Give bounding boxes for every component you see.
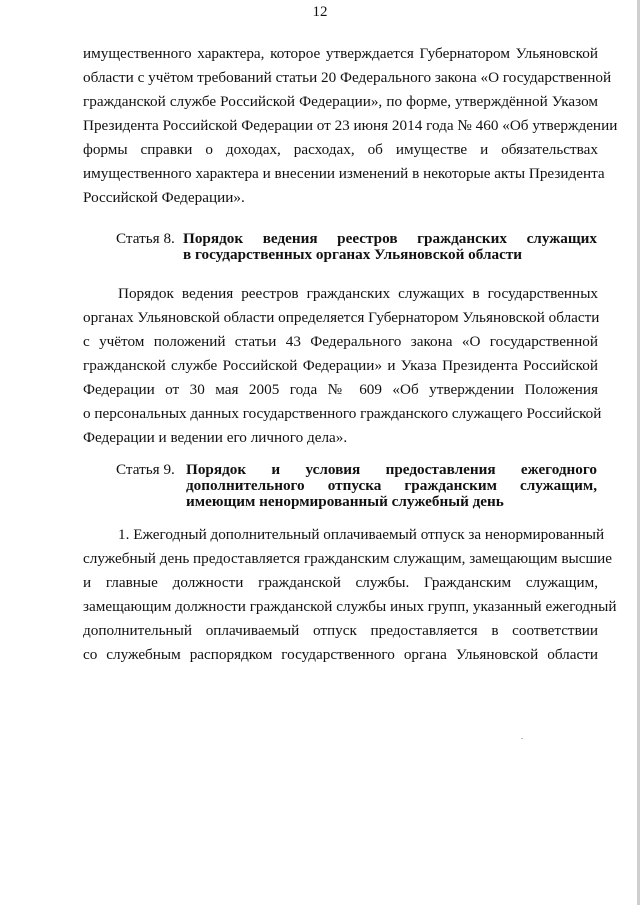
paragraph-line: Федерации от 30 мая 2005 года № 609 «Об утверждении Положения [83, 381, 598, 398]
paragraph-line: имущественного характера и внесении изменений в некоторые акты Президента [83, 165, 605, 182]
page-number: 12 [312, 4, 328, 20]
article-title-line: дополнительного отпуска гражданским служащим, [186, 477, 597, 494]
paragraph-line: дополнительный оплачиваемый отпуск предоставляется в соответствии [83, 622, 598, 639]
article-label: Статья 8. [116, 230, 175, 247]
article-title-line: Порядок и условия предоставления ежегодного [186, 461, 597, 478]
paragraph-line: имущественного характера, которое утверждается Губернатором Ульяновской [83, 45, 598, 62]
paragraph-line: с учётом положений статьи 43 Федерального закона «О государственной [83, 333, 598, 350]
paragraph-line: гражданской службе Российской Федерации», по форме, утверждённой Указом [83, 93, 598, 110]
article-label: Статья 9. [116, 461, 175, 478]
paragraph-line: органах Ульяновской области определяется Губернатором Ульяновской области [83, 309, 600, 326]
paragraph-line: со служебным распорядком государственного органа Ульяновской области [83, 646, 598, 663]
paragraph-line: замещающим должности гражданской службы иных групп, указанный ежегодный [83, 598, 617, 615]
paragraph-line: формы справки о доходах, расходах, об имуществе и обязательствах [83, 141, 598, 158]
scan-speck [521, 738, 523, 739]
paragraph-line: 1. Ежегодный дополнительный оплачиваемый отпуск за ненормированный [118, 526, 605, 543]
paragraph-line: и главные должности гражданской службы. Гражданским служащим, [83, 574, 598, 591]
article-title-line: Порядок ведения реестров гражданских служащих [183, 230, 597, 247]
paragraph-line: служебный день предоставляется гражданским служащим, замещающим высшие [83, 550, 613, 567]
paragraph-line: гражданской службе Российской Федерации» и Указа Президента Российской [83, 357, 598, 374]
paragraph-line: о персональных данных государственного гражданского служащего Российской [83, 405, 602, 422]
paragraph-line: области с учётом требований статьи 20 Федерального закона «О государственной [83, 69, 612, 86]
paragraph-line: Российской Федерации». [83, 189, 245, 206]
paragraph-line: Федерации и ведении его личного дела». [83, 429, 348, 446]
article-title-line: в государственных органах Ульяновской области [183, 246, 523, 263]
paragraph-line: Президента Российской Федерации от 23 июня 2014 года № 460 «Об утверждении [83, 117, 618, 134]
paragraph-line: Порядок ведения реестров гражданских служащих в государственных [118, 285, 598, 302]
article-title-line: имеющим ненормированный служебный день [186, 493, 504, 510]
